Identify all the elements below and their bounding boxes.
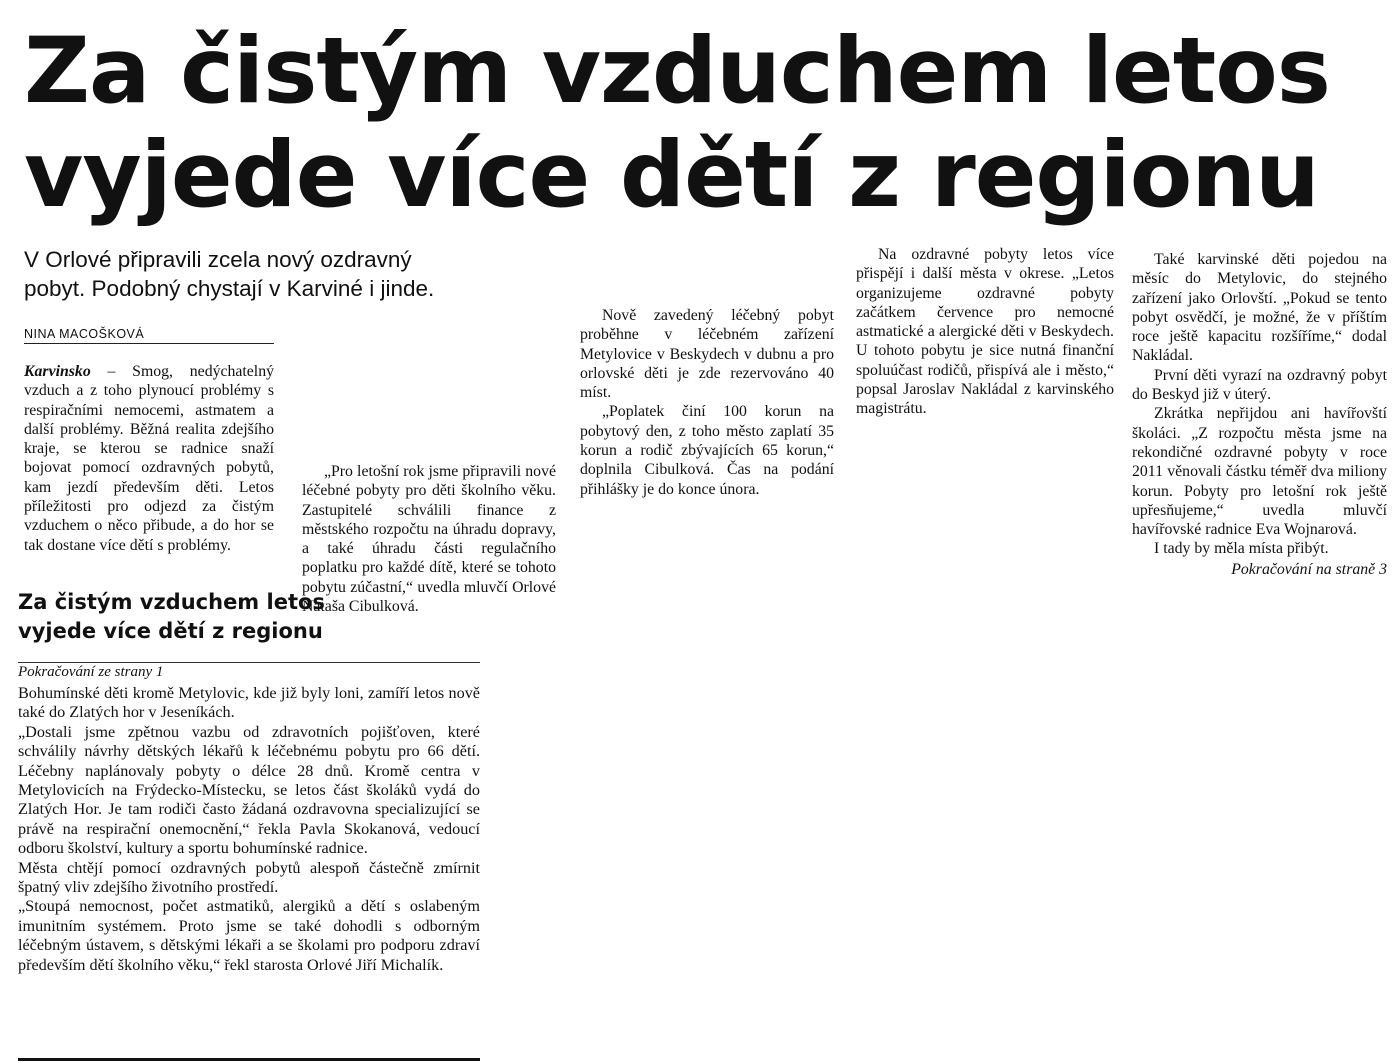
headline xyxy=(24,19,1330,228)
dateline: Karvinsko xyxy=(24,363,91,380)
bottom-rule xyxy=(18,1058,480,1061)
article-column-1 xyxy=(24,362,274,555)
continuation-paragraph-4: „Stoupá nemocnost, počet astmatiků, alergiků a dětí s oslabeným imunitním systémem. Proto jsme se také dohodli s odborným léčebným ústavem, s dětskými lékaři a se školami pro podporu zdraví především dětí školního věku,“ řekl starosta Orlové Jiří Michalík. xyxy=(18,897,480,974)
headline-line-1: Za čistým vzduchem letos xyxy=(24,19,1330,124)
continuation-headline xyxy=(18,588,438,646)
article-column-5 xyxy=(1132,250,1387,579)
continued-from-note: Pokračování ze strany 1 xyxy=(18,662,480,681)
continuation-paragraph-3: Města chtějí pomocí ozdravných pobytů alespoň částečně zmírnit špatný vliv zdejšího životního prostředí. xyxy=(18,858,480,897)
continuation-headline-line-2: vyjede více dětí z regionu xyxy=(18,619,323,643)
subheadline-line-1: V Orlové připravili zcela nový ozdravný xyxy=(24,247,412,272)
subheadline-line-2: pobyt. Podobný chystají v Karviné i jinde. xyxy=(24,276,435,301)
subheadline xyxy=(24,245,544,303)
continuation-headline-line-1: Za čistým vzduchem letos xyxy=(18,590,325,614)
continued-note: Pokračování na straně 3 xyxy=(1231,560,1387,578)
paragraph-8: I tady by měla místa přibýt. xyxy=(1154,540,1329,558)
paragraph-3: „Poplatek činí 100 korun na pobytový den, z toho město zaplatí 35 korun a rodič zbývajících 65 korun,“ doplnila Cibulková. Čas na podání přihlášky je do konce února. xyxy=(580,403,834,498)
headline-line-2: vyjede více dětí z regionu xyxy=(24,123,1319,228)
lead-text: – Smog, nedýchatelný vzduch a z toho plynoucí problémy s respiračními nemocemi, astmatem a další problémy. Běžná realita zdejšího kraje, se kterou se radnice snaží bojovat pomocí ozdravných pobytů, kam jezdí především děti. Letos příležitosti pro odjezd za čistým vzduchem o něco přibude, a do hor se tak dostane více dětí s problémy. xyxy=(24,363,274,554)
continuation-body xyxy=(18,684,480,975)
continuation-paragraph-1: Bohumínské děti kromě Metylovic, kde již byly loni, zamíří letos nově také do Zlatých hor v Jeseníkách. xyxy=(18,684,480,722)
paragraph-2: Nově zavedený léčebný pobyt proběhne v léčebném zařízení Metylovice v Beskydech v dubnu a pro orlovské děti je zde rezervováno 40 míst. xyxy=(580,307,834,402)
article-column-4 xyxy=(856,245,1114,419)
paragraph-6: První děti vyrazí na ozdravný pobyt do Beskyd již v úterý. xyxy=(1132,366,1387,404)
continuation-paragraph-2: „Dostali jsme zpětnou vazbu od zdravotních pojišťoven, které schválily návrhy dětských lékařů k léčebnému pobytu pro 66 dětí. Léčebny naplánovaly pobyty o délce 28 dnů. Kromě centra v Metylovicích na Frýdecko-Místecku, se letos část školáků vydá do Zlatých Hor. Je tam rodiči často žádaná ozdravovna specializující se právě na respirační onemocnění,“ řekla Pavla Skokanová, vedoucí odboru školství, kultury a sportu bohumínské radnice. xyxy=(18,722,480,858)
paragraph-7: Zkrátka nepřijdou ani havířovští školáci. „Z rozpočtu města jsme na rekondičné ozdravné pobyty v roce 2011 věnovali částku téměř dva miliony korun. Pobyty pro letošní rok ještě upřesňujeme,“ uvedla mluvčí havířovské radnice Eva Wojnarová. xyxy=(1132,405,1387,539)
byline: NINA MACOŠKOVÁ xyxy=(24,327,274,344)
paragraph-4: Na ozdravné pobyty letos více přispějí i další města v okrese. „Letos organizujeme ozdravné pobyty začátkem července pro nemocné astmatické a alergické děti v Beskydech. U tohoto pobytu je sice nutná finanční spoluúčast rodičů, přispívá ale i město,“ popsal Jaroslav Nakládal z karvinského magistrátu. xyxy=(856,246,1114,418)
article-column-3 xyxy=(580,306,834,499)
paragraph-5: Také karvinské děti pojedou na měsíc do Metylovic, do stejného zařízení jako Orlovští. „Pokud se tento pobyt osvědčí, je možné, že v příštím roce ještě kapacitu rozšíříme,“ dodal Nakládal. xyxy=(1132,251,1387,365)
paragraph-1: „Pro letošní rok jsme připravili nové léčebné pobyty pro děti školního věku. Zastupitelé schválili finance z městského rozpočtu na úhradu dopravy, a také úhradu části regulačního poplatku pro každé dítě, které se tohoto pobytu zúčastní,“ uvedla mluvčí Orlové Nataša Cibulková. xyxy=(302,463,556,616)
lead-paragraph xyxy=(24,362,274,555)
